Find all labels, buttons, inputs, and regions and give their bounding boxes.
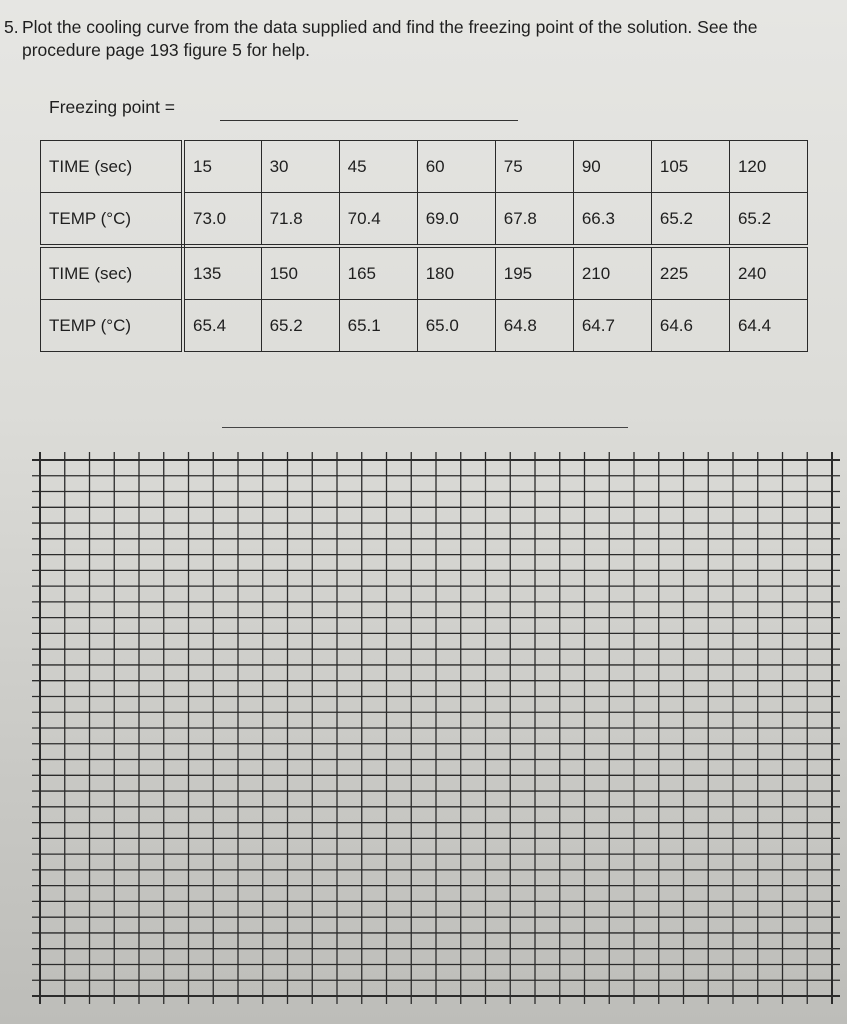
row-label: TEMP (°C) bbox=[41, 300, 184, 352]
table-cell: 180 bbox=[417, 246, 495, 300]
cooling-data-table bbox=[40, 140, 808, 352]
graph-grid bbox=[32, 452, 840, 1004]
table-cell: 135 bbox=[183, 246, 261, 300]
table-cell: 165 bbox=[339, 246, 417, 300]
table-row bbox=[41, 300, 808, 352]
question-number: 5. bbox=[4, 17, 19, 37]
table-cell: 210 bbox=[573, 246, 651, 300]
table-row bbox=[41, 141, 808, 193]
row-label: TEMP (°C) bbox=[41, 193, 184, 247]
table-cell: 75 bbox=[495, 141, 573, 193]
table-cell: 65.2 bbox=[651, 193, 729, 247]
table-cell: 120 bbox=[729, 141, 807, 193]
table-cell: 64.4 bbox=[729, 300, 807, 352]
table-row bbox=[41, 193, 808, 247]
table-cell: 90 bbox=[573, 141, 651, 193]
row-label: TIME (sec) bbox=[41, 141, 184, 193]
table-cell: 64.6 bbox=[651, 300, 729, 352]
table-cell: 45 bbox=[339, 141, 417, 193]
table-cell: 195 bbox=[495, 246, 573, 300]
table-cell: 65.2 bbox=[261, 300, 339, 352]
table-cell: 150 bbox=[261, 246, 339, 300]
table-cell: 65.1 bbox=[339, 300, 417, 352]
table-cell: 67.8 bbox=[495, 193, 573, 247]
table-cell: 64.8 bbox=[495, 300, 573, 352]
freezing-point-label: Freezing point = bbox=[49, 97, 175, 117]
table-cell: 73.0 bbox=[183, 193, 261, 247]
table-cell: 15 bbox=[183, 141, 261, 193]
table-cell: 71.8 bbox=[261, 193, 339, 247]
question-text: Plot the cooling curve from the data supplied and find the freezing point of the solution. See the procedure page 193 figure 5 for help. bbox=[22, 17, 758, 60]
table-cell: 105 bbox=[651, 141, 729, 193]
table-cell: 64.7 bbox=[573, 300, 651, 352]
table-cell: 60 bbox=[417, 141, 495, 193]
table-cell: 30 bbox=[261, 141, 339, 193]
graph-paper[interactable] bbox=[32, 452, 840, 1004]
table-cell: 225 bbox=[651, 246, 729, 300]
table-cell: 65.4 bbox=[183, 300, 261, 352]
freezing-point-answer-line[interactable] bbox=[220, 120, 518, 121]
answer-line[interactable] bbox=[222, 427, 628, 428]
table-cell: 69.0 bbox=[417, 193, 495, 247]
row-label: TIME (sec) bbox=[41, 246, 184, 300]
table-cell: 65.2 bbox=[729, 193, 807, 247]
table-cell: 70.4 bbox=[339, 193, 417, 247]
table-cell: 65.0 bbox=[417, 300, 495, 352]
table-row bbox=[41, 246, 808, 300]
table-cell: 240 bbox=[729, 246, 807, 300]
table-cell: 66.3 bbox=[573, 193, 651, 247]
